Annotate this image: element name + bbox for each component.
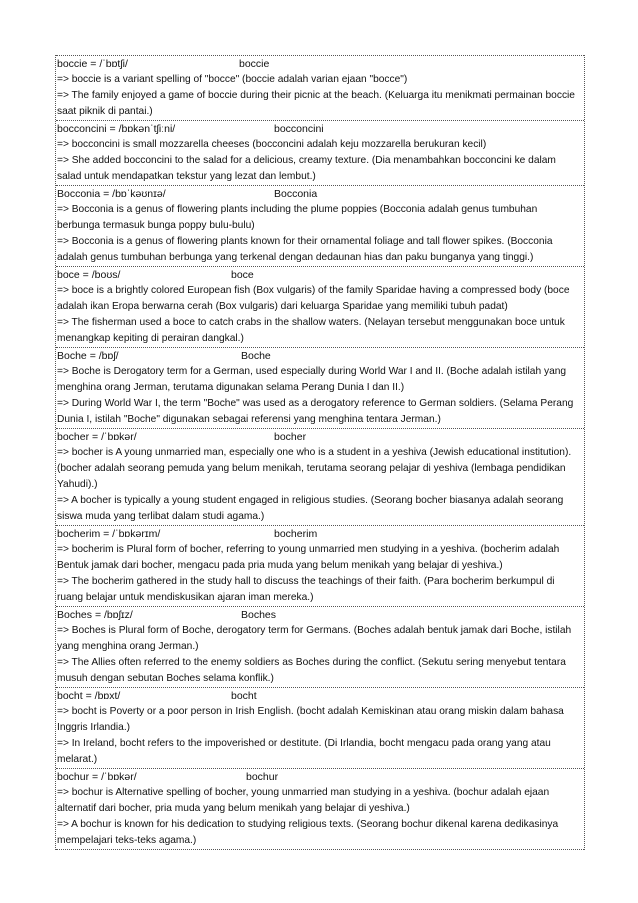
entry-pronunciation: bocher = /ˈbɒkər/ bbox=[57, 431, 137, 443]
entry-definition: => bocconcini is small mozzarella cheeses (bocconcini adalah keju mozzarella berukuran kecil) bbox=[57, 139, 487, 150]
entry-definition: => bocherim is Plural form of bocher, referring to young unmarried men studying in a yeshiva. (bocherim adalah Bentuk jamak dari bocher, mengacu pada pria muda yang belum menikah yang belajar di yeshiva.) bbox=[57, 544, 560, 571]
dictionary-entry bbox=[56, 266, 584, 347]
entry-pronunciation: bocht = /bɒxt/ bbox=[57, 690, 121, 702]
entry-example: => The family enjoyed a game of boccie during their picnic at the beach. (Keluarga itu menikmati permainan boccie saat piknik di pantai.) bbox=[57, 90, 575, 117]
entry-header bbox=[56, 688, 584, 704]
entry-header bbox=[56, 526, 584, 542]
entry-headword: bochur bbox=[246, 771, 279, 783]
entry-example: => Bocconia is a genus of flowering plants known for their ornamental foliage and tall flower spikes. (Bocconia adalah genus tumbuhan berbunga yang terkenal dengan dedaunan hias dan paku bunganya yang tinggi.) bbox=[57, 236, 553, 263]
entry-headword: bocher bbox=[274, 431, 307, 443]
entry-headword: Boches bbox=[241, 609, 277, 621]
dictionary-entry bbox=[56, 687, 584, 768]
entry-header bbox=[56, 429, 584, 445]
entry-header bbox=[56, 121, 584, 137]
entry-definition: => Boche is Derogatory term for a German, used especially during World War I and II. (Boche adalah istilah yang menghina orang Jerman, terutama digunakan selama Perang Dunia I dan II.) bbox=[57, 366, 567, 393]
entry-header bbox=[56, 348, 584, 364]
dictionary-entry bbox=[56, 428, 584, 525]
entry-header bbox=[56, 267, 584, 283]
entry-headword: boce bbox=[231, 269, 254, 281]
entry-definition: => bocher is A young unmarried man, especially one who is a student in a yeshiva (Jewish educational institution). (bocher adalah seorang pemuda yang belum menikah, terutama seorang pelajar di yeshiva (lembaga pendidikan Yahudi).) bbox=[57, 447, 572, 490]
entry-example: => A bocher is typically a young student engaged in religious studies. (Seorang bocher biasanya adalah seorang siswa muda yang terlibat dalam studi agama.) bbox=[57, 495, 564, 522]
dictionary-table bbox=[55, 55, 585, 850]
dictionary-entry bbox=[56, 55, 584, 120]
entry-example: => The Allies often referred to the enemy soldiers as Boches during the conflict. (Sekutu sering menyebut tentara musuh dengan sebutan Boches selama konflik.) bbox=[57, 657, 566, 684]
dictionary-entry bbox=[56, 185, 584, 266]
entry-definition: => bocht is Poverty or a poor person in Irish English. (bocht adalah Kemiskinan atau orang miskin dalam bahasa Inggris Irlandia.) bbox=[57, 706, 564, 733]
entry-pronunciation: Boches = /bɒʃɪz/ bbox=[57, 609, 133, 621]
entry-headword: bocht bbox=[231, 690, 257, 702]
entry-definition: => bochur is Alternative spelling of bocher, young unmarried man studying in a yeshiva. (bochur adalah ejaan alternatif dari bocher, pria muda yang belum menikah yang belajar di yeshiva.) bbox=[57, 787, 550, 814]
entry-pronunciation: boce = /boʊs/ bbox=[57, 269, 121, 281]
entry-definition: => Boches is Plural form of Boche, derogatory term for Germans. (Boches adalah bentuk jamak dari Boche, istilah yang menghina orang Jerman.) bbox=[57, 625, 572, 652]
entry-example: => She added bocconcini to the salad for a delicious, creamy texture. (Dia menambahkan bocconcini ke dalam salad untuk mendapatkan tekstur yang lezat dan lembut.) bbox=[57, 155, 556, 182]
entry-example: => During World War I, the term "Boche" was used as a derogatory reference to German soldiers. (Selama Perang Dunia I, istilah "Boche" digunakan sebagai referensi yang menghina tentara Jerman.) bbox=[57, 398, 574, 425]
entry-example: => The bocherim gathered in the study hall to discuss the teachings of their faith. (Para bocherim berkumpul di ruang belajar untuk mendiskusikan ajaran iman mereka.) bbox=[57, 576, 555, 603]
entry-headword: bocherim bbox=[274, 528, 318, 540]
entry-pronunciation: bocherim = /ˈbɒkərɪm/ bbox=[57, 528, 161, 540]
entry-header bbox=[56, 607, 584, 623]
entry-definition: => boccie is a variant spelling of "bocce" (boccie adalah varian ejaan "bocce") bbox=[57, 74, 408, 85]
dictionary-entry bbox=[56, 120, 584, 185]
entry-definition: => boce is a brightly colored European fish (Box vulgaris) of the family Sparidae having a compressed body (boce adalah ikan Eropa berwarna cerah (Box vulgaris) dari keluarga Sparidae yang memiliki tubuh padat) bbox=[57, 285, 570, 312]
entry-pronunciation: bochur = /ˈbɒkər/ bbox=[57, 771, 137, 783]
entry-header bbox=[56, 769, 584, 785]
entry-headword: boccie bbox=[239, 58, 270, 70]
entry-example: => The fisherman used a boce to catch crabs in the shallow waters. (Nelayan tersebut menggunakan boce untuk menangkap kepiting di perairan dangkal.) bbox=[57, 317, 565, 344]
entry-pronunciation: Boche = /bɒʃ/ bbox=[57, 350, 119, 362]
entry-headword: bocconcini bbox=[274, 123, 324, 135]
entry-header bbox=[56, 186, 584, 202]
dictionary-entry bbox=[56, 347, 584, 428]
entry-pronunciation: bocconcini = /bɒkənˈtʃiːni/ bbox=[57, 123, 176, 135]
dictionary-entry bbox=[56, 768, 584, 850]
entry-example: => A bochur is known for his dedication to studying religious texts. (Seorang bochur dikenal karena dedikasinya mempelajari teks-teks agama.) bbox=[57, 819, 559, 846]
entry-pronunciation: Bocconia = /bɒˈkəʊnɪə/ bbox=[57, 188, 166, 200]
entry-headword: Boche bbox=[241, 350, 271, 362]
dictionary-entry bbox=[56, 525, 584, 606]
dictionary-entry bbox=[56, 606, 584, 687]
entry-header bbox=[56, 56, 584, 72]
entry-definition: => Bocconia is a genus of flowering plants including the plume poppies (Bocconia adalah genus tumbuhan berbunga termasuk bunga poppy bulu-bulu) bbox=[57, 204, 538, 231]
entry-example: => In Ireland, bocht refers to the impoverished or destitute. (Di Irlandia, bocht mengacu pada orang yang atau melarat.) bbox=[57, 738, 551, 765]
entry-headword: Bocconia bbox=[274, 188, 318, 200]
entry-pronunciation: boccie = /ˈbɒtʃi/ bbox=[57, 58, 128, 70]
